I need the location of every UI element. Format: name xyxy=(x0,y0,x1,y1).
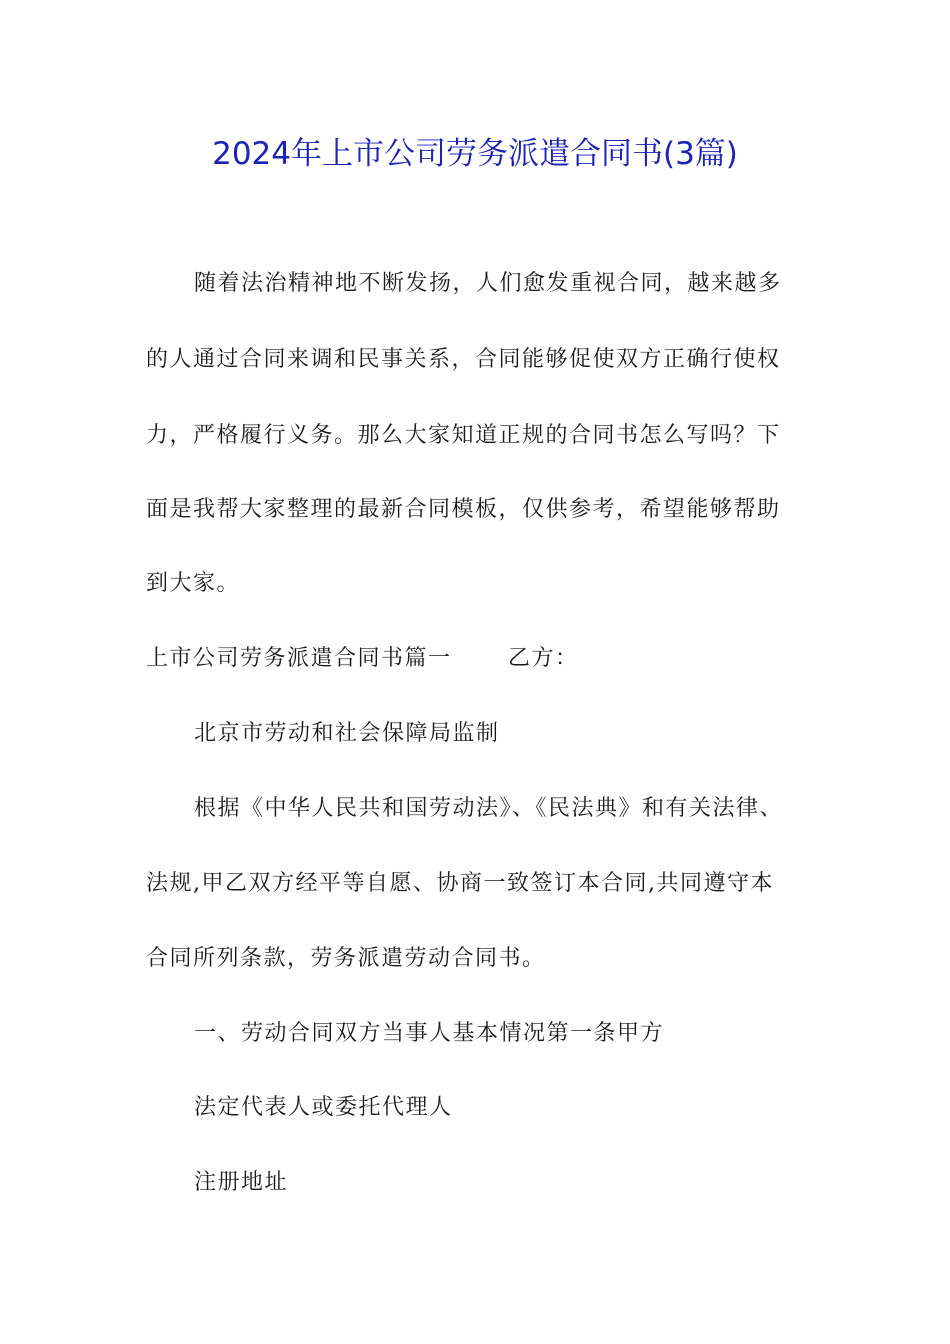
field-address: 注册地址 xyxy=(194,1170,289,1195)
basis-line-1: 根据《中华人民共和国劳动法》、《民法典》和有关法律、 xyxy=(194,796,784,821)
supervision-line: 北京市劳动和社会保障局监制 xyxy=(194,721,500,746)
intro-line-2: 的人通过合同来调和民事关系，合同能够促使双方正确行使权 xyxy=(146,347,781,372)
intro-line-4: 面是我帮大家整理的最新合同模板，仅供参考，希望能够帮助 xyxy=(146,497,781,522)
intro-line-5: 到大家。 xyxy=(146,571,241,596)
party-b-label: 乙方： xyxy=(508,646,579,671)
field-representative: 法定代表人或委托代理人 xyxy=(194,1095,453,1120)
basis-line-3: 合同所列条款，劳务派遣劳动合同书。 xyxy=(146,946,546,971)
intro-line-3: 力，严格履行义务。那么大家知道正规的合同书怎么写吗？下 xyxy=(146,423,781,448)
section-heading: 上市公司劳务派遣合同书篇一 xyxy=(146,646,452,671)
intro-line-1: 随着法治精神地不断发扬，人们愈发重视合同，越来越多 xyxy=(194,271,782,296)
basis-line-2: 法规,甲乙双方经平等自愿、协商一致签订本合同,共同遵守本 xyxy=(146,871,774,896)
document-title: 2024年上市公司劳务派遣合同书(3篇) xyxy=(212,136,738,172)
article-heading: 一、劳动合同双方当事人基本情况第一条甲方 xyxy=(194,1021,665,1046)
